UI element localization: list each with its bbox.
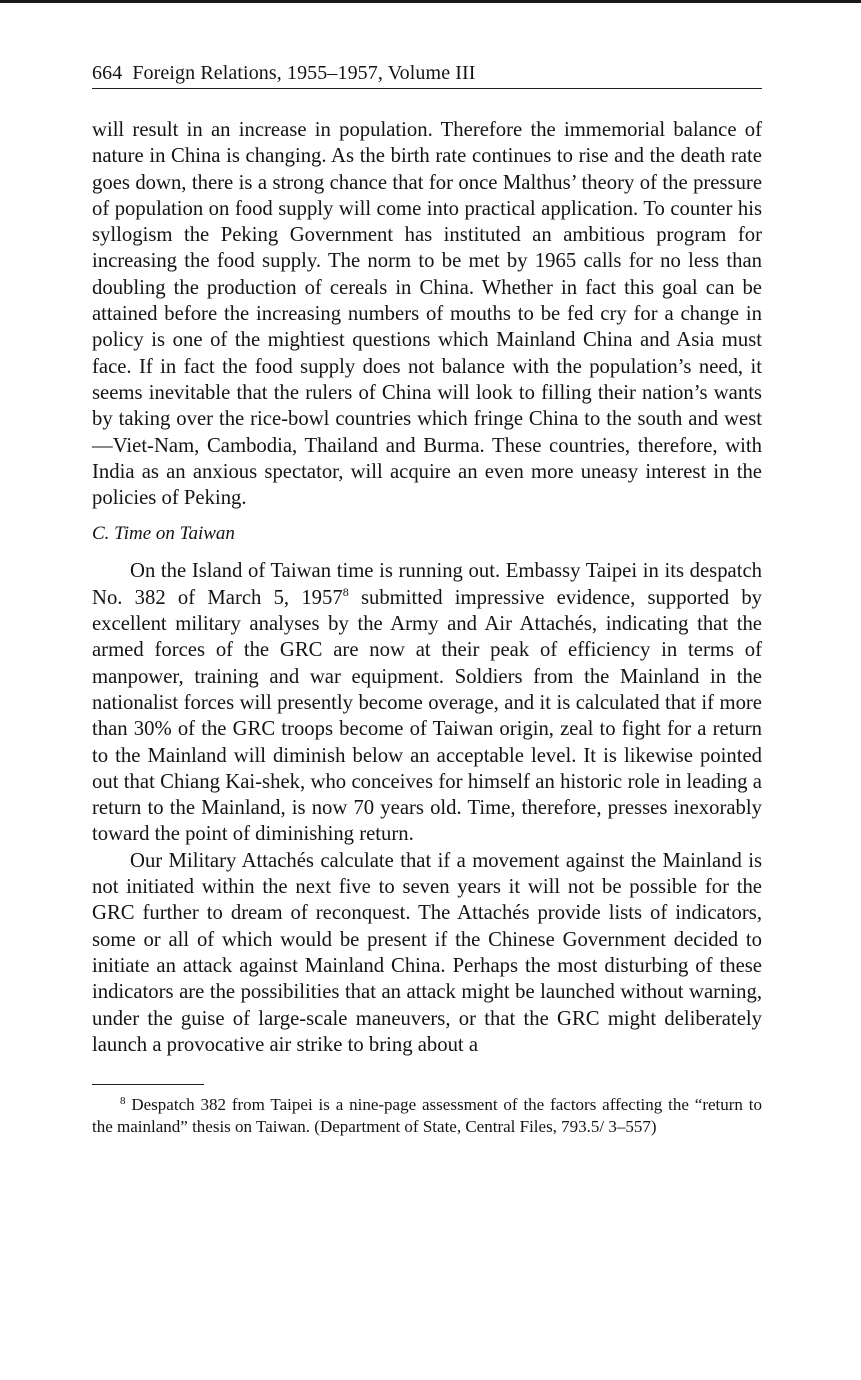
page-top-edge [0,0,861,3]
paragraph-text: On the Island of Taiwan time is running out. Embassy Taipei in its despatch No. 382 of March 5, 1957 [92,560,762,609]
body-text [92,117,762,1058]
footnote-reference[interactable]: 8 [342,584,349,599]
paragraph-military-attaches: Our Military Attachés calculate that if a movement against the Mainland is not initiated within the next five to seven years it will not be possible for the GRC further to dream of reconquest. The Attachés provide lists of indicators, some or all of which would be present if the Chinese Government decided to initiate an attack against Mainland China. Perhaps the most disturbing of these indicators are the possibilities that an attack might be launched without warning, under the guise of large-scale maneuvers, or that the GRC might deliberately launch a provocative air strike to bring about a [92,849,762,1056]
page-number: 664 [92,62,123,84]
running-head-title: Foreign Relations, 1955–1957, Volume III [132,62,476,84]
footnote [92,1094,762,1137]
footnote-divider [92,1084,204,1085]
section-heading: C. Time on Taiwan [92,523,235,545]
paragraph-continued: will result in an increase in population. Therefore the immemorial balance of nature in China is changing. As the birth rate continues to rise and the death rate goes down, there is a strong chance that for once Malthus’ theory of the pressure of population on food supply will come into practical application. To counter his syllogism the Peking Government has instituted an ambitious program for increasing the food supply. The norm to be met by 1965 calls for no less than doubling the production of cereals in China. Whether in fact this goal can be attained before the increasing numbers of mouths to be fed cry for a change in policy is one of the mightiest questions which Mainland China and Asia must face. If in fact the food supply does not balance with the population’s need, it seems inevitable that the rulers of China will look to filling their nation’s wants by taking over the rice-bowl countries which fringe China to the south and west—Viet-Nam, Cambodia, Thailand and Burma. These countries, therefore, with India as an anxious spectator, will acquire an even more uneasy interest in the policies of Peking. [92,119,762,510]
paragraph-time-on-taiwan [92,558,762,847]
footnote-text: Despatch 382 from Taipei is a nine-page assessment of the factors affecting the “return to the mainland” thesis on Taiwan. (Department of State, Central Files, 793.5/ 3–557) [92,1095,762,1136]
document-page [92,58,762,1137]
running-head [92,58,762,89]
footnote-mark: 8 [120,1095,126,1108]
paragraph-text: submitted impressive evidence, supported by excellent military analyses by the Army and Air Attachés, indicating that the armed forces of the GRC are now at their peak of efficiency in terms of manpower, training and war equipment. Soldiers from the Mainland in the nationalist forces will presently become overage, and it is calculated that if more than 30% of the GRC troops become of Taiwan origin, zeal to fight for a return to the Mainland will diminish below an acceptable level. It is likewise pointed out that Chiang Kai-shek, who conceives for himself an historic role in leading a return to the Mainland, is now 70 years old. Time, therefore, presses inexorably toward the point of diminishing return. [92,586,763,846]
